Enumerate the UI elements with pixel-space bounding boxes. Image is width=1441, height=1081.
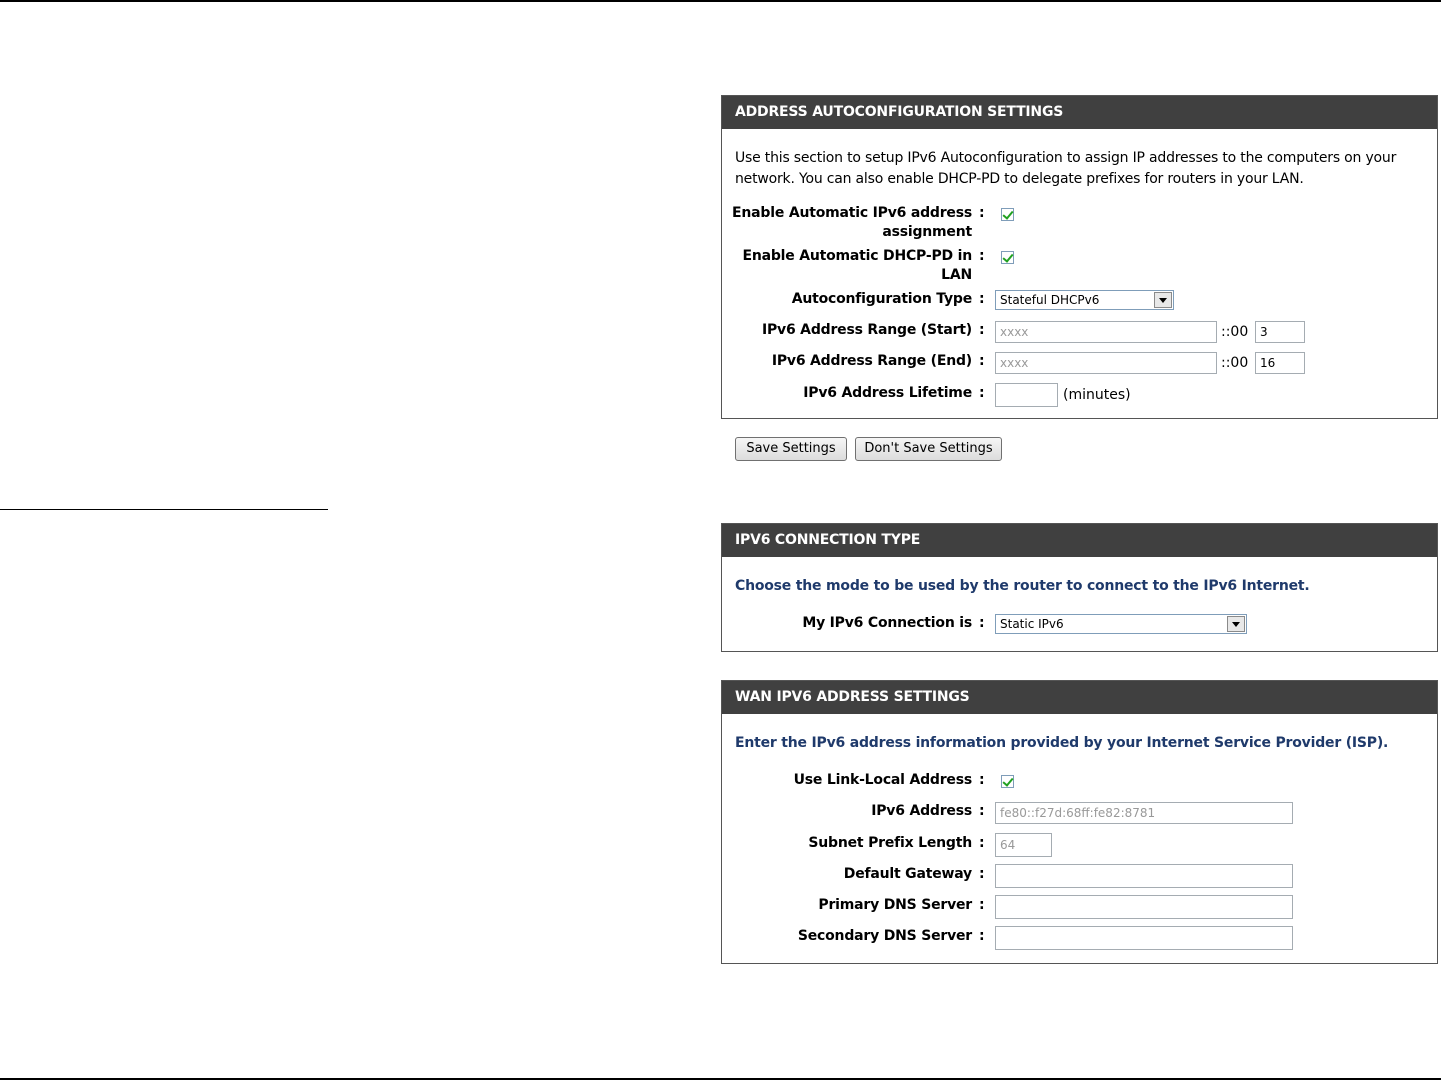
lifetime-unit: (minutes) <box>1063 387 1131 403</box>
prefix-length-field: 64 <box>995 833 1052 857</box>
autoconfig-type-select[interactable] <box>995 290 1174 310</box>
page-bottom-rule <box>0 1078 1441 1080</box>
ipv6-address-label: IPv6 Address <box>871 803 972 819</box>
ipv6-address-row <box>722 802 1437 824</box>
autoconfig-type-label: Autoconfiguration Type <box>791 291 972 307</box>
lifetime-label: IPv6 Address Lifetime <box>803 385 972 401</box>
section-divider <box>0 509 328 510</box>
range-end-label: IPv6 Address Range (End) <box>771 353 972 369</box>
colon: : <box>979 772 985 788</box>
enable-auto-label <box>732 204 972 242</box>
save-settings-button[interactable]: Save Settings <box>735 437 847 461</box>
dont-save-settings-button[interactable]: Don't Save Settings <box>855 437 1002 461</box>
colon: : <box>979 205 985 221</box>
colon: : <box>979 248 985 264</box>
prefix-label: Subnet Prefix Length <box>808 835 972 851</box>
range-start-suffix-label: ::00 <box>1221 324 1249 340</box>
enable-pd-label <box>742 247 972 285</box>
range-end-row <box>722 352 1437 374</box>
gateway-label: Default Gateway <box>843 866 972 882</box>
enable-pd-label-line1: Enable Automatic DHCP-PD in <box>742 248 972 264</box>
colon: : <box>979 615 985 631</box>
secondary-dns-input[interactable] <box>995 926 1293 950</box>
colon: : <box>979 866 985 882</box>
enable-auto-label-line1: Enable Automatic IPv6 address <box>732 205 972 221</box>
autoconfig-intro <box>735 148 1425 190</box>
range-end-suffix-label: ::00 <box>1221 355 1249 371</box>
wan-settings-panel <box>721 680 1438 964</box>
link-local-row <box>722 771 1437 793</box>
primary-dns-row <box>722 895 1437 917</box>
colon: : <box>979 322 985 338</box>
range-start-input[interactable]: 3 <box>1255 321 1305 343</box>
lifetime-row <box>722 383 1437 405</box>
autoconfig-type-row <box>722 290 1437 312</box>
connection-label: My IPv6 Connection is <box>802 615 972 631</box>
chevron-down-icon[interactable] <box>1227 616 1245 632</box>
colon: : <box>979 803 985 819</box>
colon: : <box>979 897 985 913</box>
secondary-dns-label: Secondary DNS Server <box>797 928 972 944</box>
range-end-prefix-field: xxxx <box>995 352 1217 374</box>
primary-dns-label: Primary DNS Server <box>818 897 972 913</box>
connection-row <box>722 614 1437 636</box>
autoconfig-panel <box>721 95 1438 419</box>
connection-type-title: IPV6 CONNECTION TYPE <box>722 524 1437 557</box>
colon: : <box>979 928 985 944</box>
wan-settings-title: WAN IPV6 ADDRESS SETTINGS <box>722 681 1437 714</box>
range-start-row <box>722 321 1437 343</box>
enable-auto-label-line2: assignment <box>882 224 972 240</box>
primary-dns-input[interactable] <box>995 895 1293 919</box>
autoconfig-title: ADDRESS AUTOCONFIGURATION SETTINGS <box>722 96 1437 129</box>
range-end-input[interactable]: 16 <box>1255 352 1305 374</box>
connection-type-panel <box>721 523 1438 652</box>
gateway-row <box>722 864 1437 886</box>
range-start-prefix-field: xxxx <box>995 321 1217 343</box>
enable-pd-label-line2: LAN <box>941 267 972 283</box>
enable-pd-row <box>722 247 1437 287</box>
secondary-dns-row <box>722 926 1437 948</box>
colon: : <box>979 353 985 369</box>
enable-pd-checkbox[interactable] <box>1001 251 1014 264</box>
connection-type-select[interactable] <box>995 614 1247 634</box>
autoconfig-type-value: Stateful DHCPv6 <box>1000 293 1100 307</box>
enable-auto-checkbox[interactable] <box>1001 208 1014 221</box>
link-local-label: Use Link-Local Address <box>793 772 972 788</box>
chevron-down-icon[interactable] <box>1154 292 1172 308</box>
colon: : <box>979 385 985 401</box>
autoconfig-intro-line2: network. You can also enable DHCP-PD to delegate prefixes for routers in your LAN. <box>735 171 1304 187</box>
colon: : <box>979 835 985 851</box>
enable-auto-row <box>722 204 1437 244</box>
ipv6-address-field: fe80::f27d:68ff:fe82:8781 <box>995 802 1293 824</box>
connection-type-value: Static IPv6 <box>1000 617 1064 631</box>
autoconfig-intro-line1: Use this section to setup IPv6 Autoconfiguration to assign IP addresses to the computers on your <box>735 150 1397 166</box>
page-top-rule <box>0 0 1441 2</box>
lifetime-input[interactable] <box>995 383 1058 407</box>
link-local-checkbox[interactable] <box>1001 775 1014 788</box>
colon: : <box>979 291 985 307</box>
range-start-label: IPv6 Address Range (Start) <box>761 322 972 338</box>
default-gateway-input[interactable] <box>995 864 1293 888</box>
connection-type-intro: Choose the mode to be used by the router to connect to the IPv6 Internet. <box>735 578 1310 594</box>
wan-settings-intro: Enter the IPv6 address information provided by your Internet Service Provider (ISP). <box>735 735 1389 751</box>
prefix-row <box>722 833 1437 855</box>
